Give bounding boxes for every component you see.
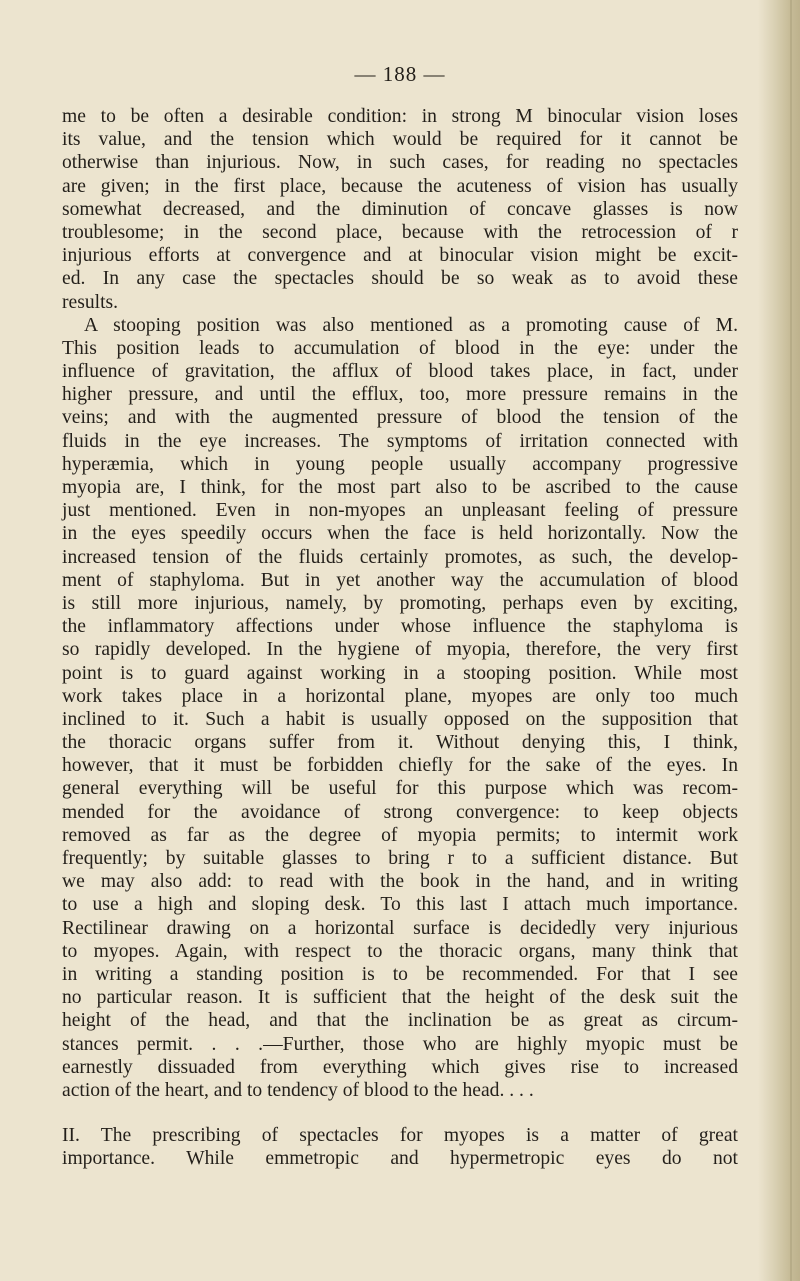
text-line: so rapidly developed. In the hygiene of myopia, therefore, the very first (62, 639, 738, 661)
paragraph-2 (62, 314, 738, 1102)
text-line: earnestly dissuaded from everything which gives rise to increased (62, 1056, 738, 1078)
text-line: fluids in the eye increases. The symptoms of irritation connected with (62, 430, 738, 452)
page-edge-line (790, 0, 792, 1281)
text-line: otherwise than injurious. Now, in such cases, for reading no spectacles (62, 152, 738, 174)
text-line: somewhat decreased, and the diminution of concave glasses is now (62, 198, 738, 220)
text-line: just mentioned. Even in non-myopes an unpleasant feeling of pressure (62, 500, 738, 522)
text-line: troublesome; in the second place, because with the retrocession of r (62, 221, 738, 243)
text-line: the inflammatory affections under whose influence the staphyloma is (62, 616, 738, 638)
text-line: removed as far as the degree of myopia permits; to intermit work (62, 824, 738, 846)
text-line: in writing a standing position is to be recommended. For that I see (62, 963, 738, 985)
text-line: however, that it must be forbidden chiefly for the sake of the eyes. In (62, 755, 738, 777)
text-line: higher pressure, and until the efflux, too, more pressure remains in the (62, 384, 738, 406)
text-line: importance. While emmetropic and hypermetropic eyes do not (62, 1148, 738, 1170)
text-line: to myopes. Again, with respect to the thoracic organs, many think that (62, 940, 738, 962)
text-line: height of the head, and that the inclination be as great as circum- (62, 1010, 738, 1032)
text-line: we may also add: to read with the book in the hand, and in writing (62, 871, 738, 893)
paragraph-gap (62, 1102, 738, 1124)
text-line: its value, and the tension which would be required for it cannot be (62, 129, 738, 151)
text-line: influence of gravitation, the afflux of blood takes place, in fact, under (62, 361, 738, 383)
text-line: A stooping position was also mentioned as a promoting cause of M. (84, 314, 738, 336)
text-line: frequently; by suitable glasses to bring r to a sufficient distance. But (62, 848, 738, 869)
text-line: ment of staphyloma. But in yet another way the accumulation of blood (62, 569, 738, 591)
text-line: point is to guard against working in a stooping position. While most (62, 662, 738, 684)
text-line: the thoracic organs suffer from it. Without denying this, I think, (62, 732, 738, 754)
body-text (62, 105, 738, 1170)
text-line: action of the heart, and to tendency of blood to the head. . . . (62, 1079, 534, 1101)
text-line: is still more injurious, namely, by promoting, perhaps even by exciting, (62, 592, 738, 614)
paragraph-3 (62, 1124, 738, 1170)
text-line: stances permit. . . .—Further, those who are highly myopic must be (62, 1033, 738, 1055)
page-number: — 188 — (354, 62, 446, 86)
text-line: veins; and with the augmented pressure of blood the tension of the (62, 407, 738, 429)
text-line: This position leads to accumulation of blood in the eye: under the (62, 337, 738, 359)
text-line: increased tension of the fluids certainly promotes, as such, the develop- (62, 546, 738, 568)
text-line: II. The prescribing of spectacles for myopes is a matter of great (62, 1125, 738, 1147)
text-line: hyperæmia, which in young people usually accompany progressive (62, 453, 738, 475)
paragraph-1 (62, 105, 738, 314)
text-line: no particular reason. It is sufficient that the height of the desk suit the (62, 987, 738, 1009)
text-line: are given; in the first place, because the acuteness of vision has usually (62, 175, 738, 197)
text-line: inclined to it. Such a habit is usually opposed on the supposition that (62, 708, 738, 730)
text-line: myopia are, I think, for the most part also to be ascribed to the cause (62, 477, 738, 498)
text-line: Rectilinear drawing on a horizontal surface is decidedly very injurious (62, 917, 738, 939)
text-line: general everything will be useful for this purpose which was recom- (62, 778, 738, 800)
text-line: work takes place in a horizontal plane, myopes are only too much (62, 685, 738, 707)
text-line: mended for the avoidance of strong convergence: to keep objects (62, 801, 738, 823)
text-line: results. (62, 291, 119, 313)
page-edge-shadow (758, 0, 800, 1281)
text-line: to use a high and sloping desk. To this last I attach much importance. (62, 894, 738, 916)
text-line: in the eyes speedily occurs when the face is held horizontally. Now the (62, 523, 738, 545)
text-line: injurious efforts at convergence and at binocular vision might be excit- (62, 245, 738, 267)
text-line: ed. In any case the spectacles should be so weak as to avoid these (62, 268, 738, 290)
text-line: me to be often a desirable condition: in strong M binocular vision loses (62, 106, 738, 127)
